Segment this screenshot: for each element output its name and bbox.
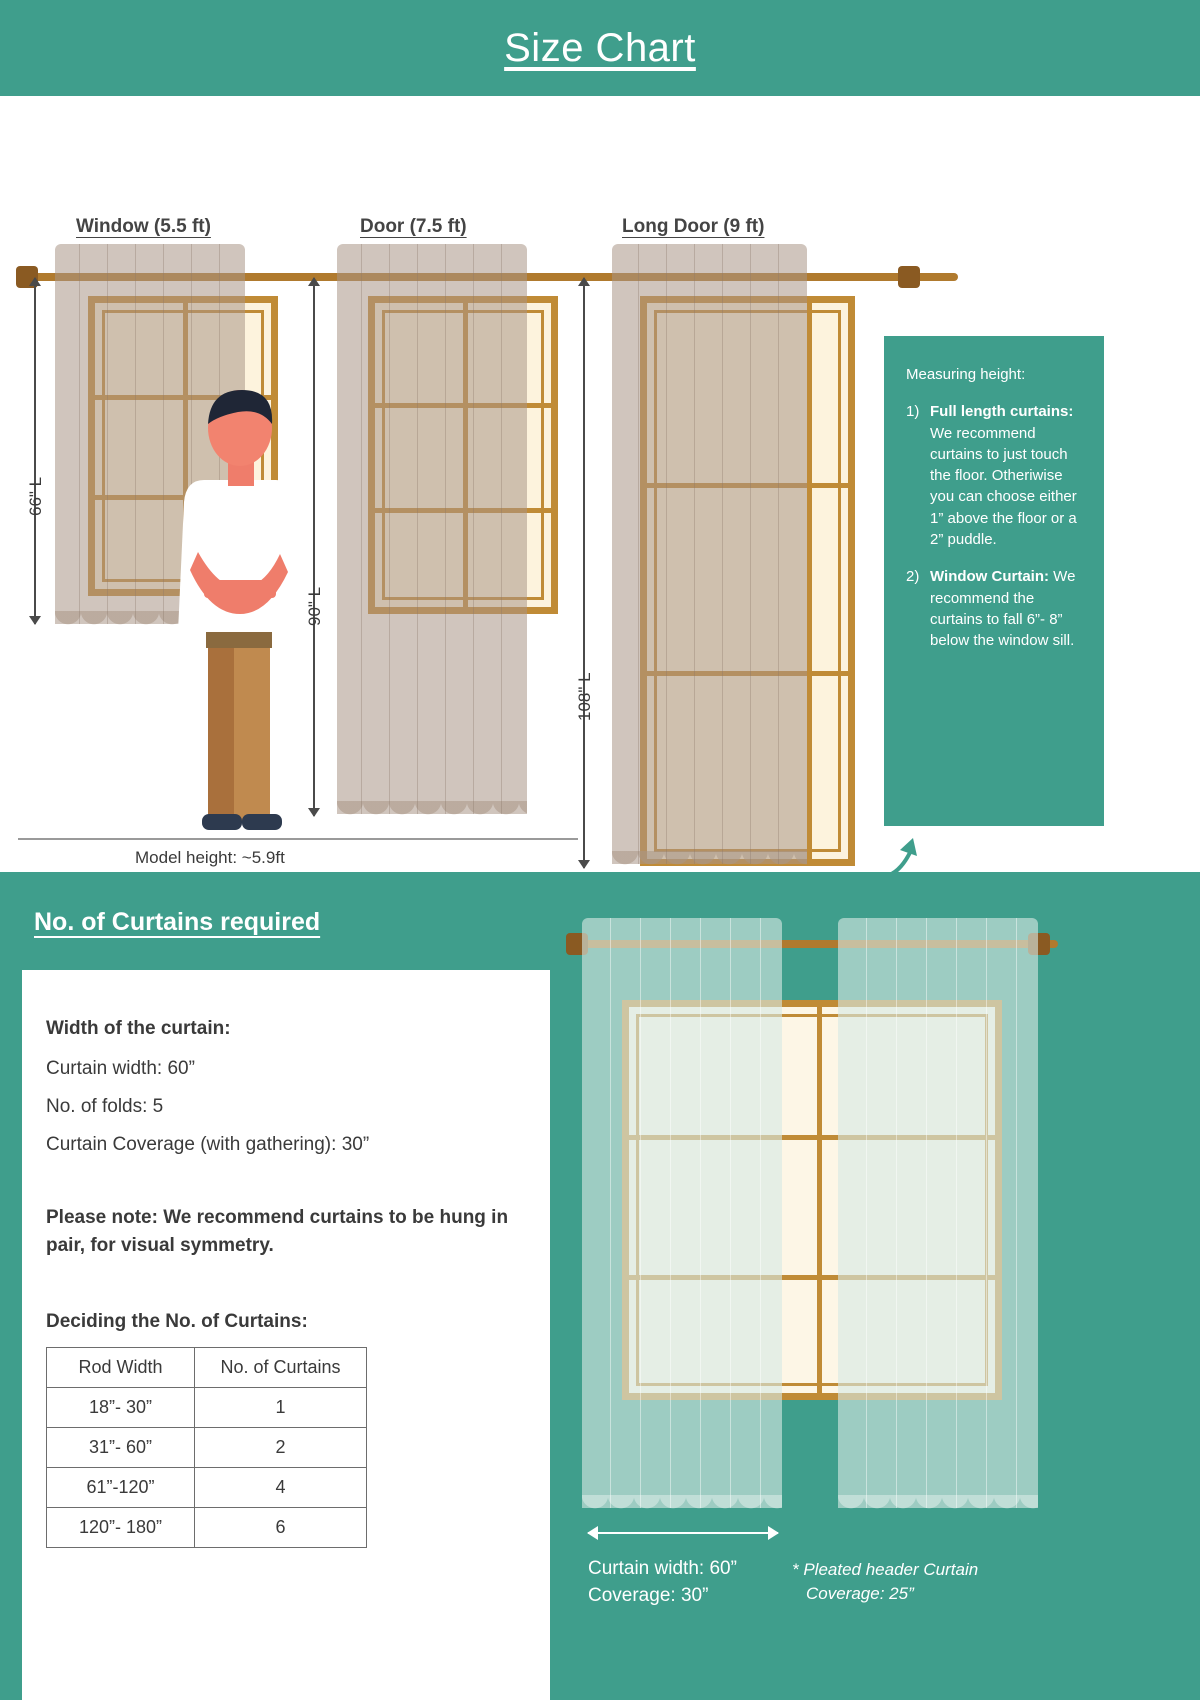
table-header-no-of-curtains: No. of Curtains	[195, 1348, 367, 1388]
cell-rod-width: 120”- 180”	[47, 1508, 195, 1548]
table-row	[47, 1388, 367, 1428]
curtain-panel-right	[838, 918, 1038, 1508]
dimension-label-window: 66" L	[26, 476, 45, 516]
curtain-width-arrow	[588, 1532, 778, 1534]
model-figure-illustration	[160, 384, 320, 836]
section-title-curtains: No. of Curtains required	[34, 908, 321, 936]
dimension-line-window	[34, 278, 36, 624]
item-1-number: 1)	[906, 403, 920, 421]
caption-left	[588, 1556, 737, 1609]
column-title-window: Window (5.5 ft)	[76, 216, 211, 237]
table-header-rod-width: Rod Width	[47, 1348, 195, 1388]
item-1-body: We recommend curtains to just touch the floor. Otheriwise you can choose either 1” above the floor or a 2” puddle.	[930, 424, 1077, 549]
dimension-label-door: 90" L	[305, 586, 324, 626]
curtain-panel-door	[337, 244, 527, 814]
column-title-door: Door (7.5 ft)	[360, 216, 467, 237]
width-line-1: Curtain width: 60”	[46, 1058, 195, 1079]
model-height-caption: Model height: ~5.9ft	[135, 848, 285, 867]
curtain-panel-long-door	[612, 244, 807, 864]
caption-right	[792, 1558, 978, 1606]
pair-note: Please note: We recommend curtains to be hung in pair, for visual symmetry.	[46, 1207, 509, 1256]
table-heading: Deciding the No. of Curtains:	[46, 1311, 308, 1333]
page-header	[0, 0, 1200, 96]
caption-right-line-2: Coverage: 25”	[806, 1583, 914, 1603]
measuring-height-lead: Measuring height:	[906, 366, 1026, 383]
caption-left-line-2: Coverage: 30”	[588, 1584, 709, 1606]
cell-rod-width: 31”- 60”	[47, 1428, 195, 1468]
cell-curtains: 4	[195, 1468, 367, 1508]
item-2-title: Window Curtain:	[930, 568, 1050, 586]
item-2-body: We recommend the curtains to fall 6”- 8” below the window sill.	[930, 568, 1076, 650]
floor-line	[18, 838, 578, 840]
cell-curtains: 1	[195, 1388, 367, 1428]
height-chart-section	[0, 96, 1200, 872]
curtain-count-section	[0, 872, 1200, 1700]
caption-left-line-1: Curtain width: 60”	[588, 1558, 737, 1579]
measuring-height-panel	[884, 336, 1104, 826]
long-door-pane-divider-v	[807, 303, 812, 859]
width-line-3: Curtain Coverage (with gathering): 30”	[46, 1134, 370, 1155]
width-line-2: No. of folds: 5	[46, 1096, 164, 1117]
dimension-line-long-door	[583, 278, 585, 868]
measuring-height-item-2	[906, 566, 1086, 651]
item-2-number: 2)	[906, 568, 920, 586]
curtain-width-card	[22, 970, 550, 1700]
item-1-title: Full length curtains:	[930, 403, 1074, 421]
table-row	[47, 1508, 367, 1548]
measuring-height-item-1	[906, 401, 1086, 550]
page-title: Size Chart	[504, 25, 696, 70]
cell-rod-width: 18”- 30”	[47, 1388, 195, 1428]
pair-curtain-illustration	[560, 872, 1080, 1700]
cell-rod-width: 61”-120”	[47, 1468, 195, 1508]
dimension-label-long-door: 108" L	[575, 672, 594, 721]
curtain-panel-left	[582, 918, 782, 1508]
curved-arrow-icon	[865, 826, 925, 872]
bottom-pane-v	[817, 1007, 822, 1393]
table-header-row	[47, 1348, 367, 1388]
table-row	[47, 1428, 367, 1468]
cell-curtains: 2	[195, 1428, 367, 1468]
table-row	[47, 1468, 367, 1508]
cell-curtains: 6	[195, 1508, 367, 1548]
rod-finial-right	[898, 266, 920, 288]
curtain-count-table	[46, 1347, 367, 1548]
column-title-long-door: Long Door (9 ft)	[622, 216, 765, 237]
width-heading: Width of the curtain:	[46, 1018, 231, 1039]
measuring-height-list	[906, 401, 1086, 651]
caption-right-line-1: * Pleated header Curtain	[792, 1560, 979, 1579]
